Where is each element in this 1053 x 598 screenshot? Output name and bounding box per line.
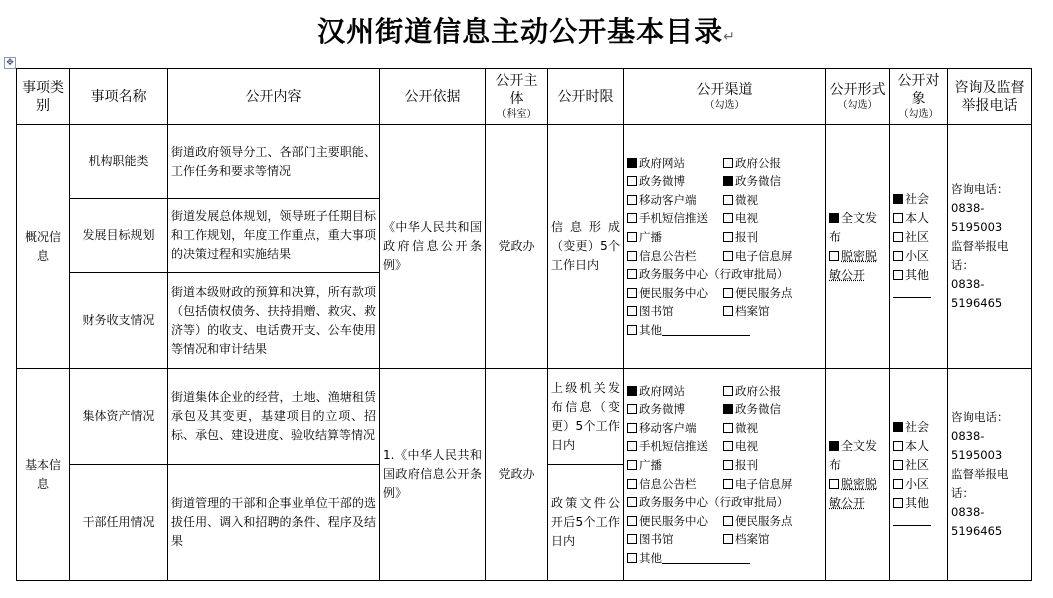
channel-checkbox[interactable]: [627, 497, 637, 507]
channel-label: 图书馆: [639, 532, 674, 547]
channel-label: 广播: [639, 229, 662, 244]
audience-label: 社区: [905, 457, 930, 472]
channel-option[interactable]: [723, 154, 819, 173]
channel-label: 政府网站: [639, 383, 685, 398]
header-subject-label: 公开主体: [495, 72, 538, 107]
audience-option[interactable]: [893, 494, 944, 513]
channel-checkbox[interactable]: [723, 251, 733, 261]
report-number: 0838-5196465: [951, 505, 1003, 538]
channel-label: 电子信息屏: [735, 476, 793, 491]
form-redacted-checkbox[interactable]: [829, 251, 839, 261]
audience-checkbox[interactable]: [893, 213, 903, 223]
channel-label: 便民服务点: [735, 513, 793, 528]
audience-checkbox[interactable]: [893, 422, 903, 432]
audience-checkbox[interactable]: [893, 498, 903, 508]
content-cell: 街道集体企业的经营，土地、渔塘租赁承包及其变更，基建项目的立项、招标、承包、建设进度、验收结算等情况: [168, 369, 380, 465]
channel-label: 电视: [735, 439, 758, 454]
audience-label: 其他: [905, 495, 930, 510]
channel-option[interactable]: [723, 228, 819, 247]
channel-option[interactable]: [627, 284, 723, 303]
audience-other-blank[interactable]: [893, 513, 931, 526]
audience-label: 小区: [905, 476, 930, 491]
content-cell: 街道政府领导分工、各部门主要职能、工作任务和要求等情况: [168, 125, 380, 199]
channel-label: 便民服务中心: [639, 285, 708, 300]
channel-option[interactable]: [627, 323, 750, 337]
channel-label: 其他: [639, 550, 662, 565]
channel-label: 电视: [735, 211, 758, 226]
channel-option[interactable]: [627, 228, 723, 247]
table-row: [17, 369, 1032, 465]
consult-label: 咨询电话：: [951, 182, 1009, 196]
channel-option[interactable]: [627, 530, 723, 549]
channel-checkbox[interactable]: [627, 288, 637, 298]
audience-label: 社区: [905, 229, 930, 244]
channel-checkbox[interactable]: [627, 553, 637, 563]
audience-checkbox[interactable]: [893, 460, 903, 470]
channel-checkbox[interactable]: [627, 251, 637, 261]
page-title: [0, 10, 1053, 50]
channel-label: 便民服务中心: [639, 513, 708, 528]
channel-checkbox[interactable]: [723, 288, 733, 298]
channel-checkbox[interactable]: [627, 460, 637, 470]
channel-option[interactable]: [723, 530, 819, 549]
table-row: [17, 125, 1032, 199]
channel-label: 图书馆: [639, 304, 674, 319]
channels-cell: [624, 125, 826, 369]
channel-label: 政务服务中心（行政审批局）: [639, 495, 789, 510]
form-option-redacted[interactable]: 脱密脱敏公开: [829, 248, 878, 282]
header-audience-note: （勾选）: [898, 108, 939, 120]
audience-option[interactable]: [893, 266, 944, 285]
time-limit-cell: 上级机关发布信息（变更）5个工作日内: [548, 369, 624, 465]
consult-number: 0838-5195003: [951, 201, 1003, 234]
channel-option[interactable]: [723, 382, 819, 401]
audience-label: 社会: [905, 191, 930, 206]
report-label: 监督举报电话：: [951, 239, 1009, 272]
channel-option[interactable]: [723, 302, 819, 321]
channel-label: 政务微信: [735, 402, 781, 417]
audience-label: 本人: [905, 438, 930, 453]
header-time-limit: 公开时限: [548, 69, 624, 125]
item-name-cell: 集体资产情况: [70, 369, 168, 465]
channel-line: [627, 284, 822, 303]
channel-checkbox[interactable]: [627, 195, 637, 205]
channel-label: 政府公报: [735, 155, 781, 170]
audience-checkbox[interactable]: [893, 270, 903, 280]
channel-option[interactable]: [627, 154, 723, 173]
header-channels-label: 公开渠道: [696, 81, 753, 98]
channel-checkbox[interactable]: [723, 213, 733, 223]
channel-option[interactable]: [627, 267, 789, 281]
header-basis: 公开依据: [380, 69, 486, 125]
channel-line: [627, 302, 822, 321]
channel-label: 手机短信推送: [639, 211, 708, 226]
channel-option[interactable]: [627, 172, 723, 191]
form-full-checkbox[interactable]: [829, 441, 839, 451]
header-channels-note: （勾选）: [704, 99, 745, 111]
channel-option[interactable]: [627, 475, 723, 494]
channel-checkbox[interactable]: [627, 306, 637, 316]
channel-label: 手机短信推送: [639, 439, 708, 454]
audience-label: 本人: [905, 210, 930, 225]
channel-list: [627, 154, 822, 340]
header-phone: 咨询及监督举报电话: [948, 69, 1032, 125]
header-form-label: 公开形式: [829, 81, 886, 98]
consult-label: 咨询电话：: [951, 410, 1009, 424]
channel-checkbox[interactable]: [627, 386, 637, 396]
channel-option[interactable]: [723, 512, 819, 531]
channel-option[interactable]: [627, 382, 723, 401]
channel-line: [627, 228, 822, 247]
audience-cell: [890, 369, 948, 581]
channel-checkbox[interactable]: [723, 306, 733, 316]
channel-checkbox[interactable]: [627, 158, 637, 168]
channel-label: 政务微博: [639, 174, 685, 189]
channel-checkbox[interactable]: [627, 441, 637, 451]
consult-number: 0838-5195003: [951, 429, 1003, 462]
channel-option[interactable]: [723, 456, 819, 475]
channel-checkbox[interactable]: [627, 325, 637, 335]
basis-cell: 1.《中华人民共和国政府信息公开条例》: [380, 369, 486, 581]
item-name-cell: 机构职能类: [70, 125, 168, 199]
channel-label: 政务微信: [735, 174, 781, 189]
form-option-full-text[interactable]: 全文发布: [829, 438, 878, 472]
channel-option[interactable]: [627, 512, 723, 531]
channel-checkbox[interactable]: [723, 404, 733, 414]
channel-line: [627, 493, 822, 512]
channel-line: [627, 382, 822, 401]
title-text: 汉州街道信息主动公开基本目录: [317, 15, 724, 48]
audience-option[interactable]: [893, 437, 944, 456]
channel-checkbox[interactable]: [627, 423, 637, 433]
channel-checkbox[interactable]: [723, 232, 733, 242]
audience-option[interactable]: [893, 209, 944, 228]
audience-cell: [890, 125, 948, 369]
channel-label: 政务服务中心（行政审批局）: [639, 267, 789, 282]
channel-line: [627, 191, 822, 210]
time-limit-cell: 信息形成（变更）5个工作日内: [548, 125, 624, 369]
header-category: 事项类别: [17, 69, 70, 125]
audience-list: [893, 190, 944, 304]
table-move-handle-icon[interactable]: ✥: [4, 57, 16, 69]
subject-cell: 党政办: [486, 369, 548, 581]
form-cell: [826, 125, 890, 369]
content-cell: 街道管理的干部和企事业单位干部的选拔任用、调入和招聘的条件、程序及结果: [168, 465, 380, 581]
channel-label: 报刊: [735, 457, 758, 472]
header-form-note: （勾选）: [837, 99, 878, 111]
channel-label: 档案馆: [735, 304, 770, 319]
audience-label: 社会: [905, 419, 930, 434]
channel-checkbox[interactable]: [627, 176, 637, 186]
channel-line: [627, 400, 822, 419]
channel-checkbox[interactable]: [723, 460, 733, 470]
basis-cell: 《中华人民共和国政府信息公开条例》: [380, 125, 486, 369]
channel-label: 电子信息屏: [735, 248, 793, 263]
channel-label: 档案馆: [735, 532, 770, 547]
header-row: [17, 69, 1032, 125]
channel-label: 报刊: [735, 229, 758, 244]
form-option-redacted[interactable]: 脱密脱敏公开: [829, 476, 878, 510]
channel-checkbox[interactable]: [627, 232, 637, 242]
channel-line: [627, 247, 822, 266]
item-name-cell: 干部任用情况: [70, 465, 168, 581]
channel-label: 政府网站: [639, 155, 685, 170]
form-cell: [826, 369, 890, 581]
channel-option[interactable]: [723, 475, 819, 494]
channel-line: [627, 530, 822, 549]
header-content: 公开内容: [168, 69, 380, 125]
subject-cell: 党政办: [486, 125, 548, 369]
channel-line: [627, 475, 822, 494]
channel-checkbox[interactable]: [723, 195, 733, 205]
channel-other-blank[interactable]: [662, 551, 750, 564]
channel-label: 信息公告栏: [639, 248, 697, 263]
channel-checkbox[interactable]: [627, 534, 637, 544]
channel-option[interactable]: [723, 400, 819, 419]
channel-option[interactable]: [723, 247, 819, 266]
header-audience: [890, 69, 948, 125]
channel-checkbox[interactable]: [723, 534, 733, 544]
audience-option[interactable]: [893, 456, 944, 475]
audience-option[interactable]: [893, 190, 944, 209]
channel-option[interactable]: [627, 400, 723, 419]
channel-checkbox[interactable]: [723, 176, 733, 186]
channel-label: 便民服务点: [735, 285, 793, 300]
header-subject: [486, 69, 548, 125]
channel-checkbox[interactable]: [627, 404, 637, 414]
channel-label: 广播: [639, 457, 662, 472]
channel-option[interactable]: [627, 437, 723, 456]
channel-option[interactable]: [723, 172, 819, 191]
header-item-name: 事项名称: [70, 69, 168, 125]
audience-label: 其他: [905, 267, 930, 282]
audience-checkbox[interactable]: [893, 441, 903, 451]
channel-list: [627, 382, 822, 568]
phone-cell: [948, 369, 1032, 581]
catalog-table: [16, 68, 1032, 581]
audience-checkbox[interactable]: [893, 232, 903, 242]
channel-option[interactable]: [627, 551, 750, 565]
content-cell: 街道发展总体规划，领导班子任期目标和工作规划，年度工作重点，重大事项的决策过程和实施结果: [168, 199, 380, 273]
channel-line: [627, 321, 822, 340]
channel-checkbox[interactable]: [627, 213, 637, 223]
audience-checkbox[interactable]: [893, 194, 903, 204]
channel-checkbox[interactable]: [723, 423, 733, 433]
time-limit-cell: 政策文件公开后5个工作日内: [548, 465, 624, 581]
content-cell: 街道本级财政的预算和决算，所有款项（包括债权债务、扶持捐赠、救灾、救济等）的收支、电话费开支、公车使用等情况和审计结果: [168, 273, 380, 369]
report-number: 0838-5196465: [951, 277, 1003, 310]
channel-line: [627, 172, 822, 191]
paragraph-mark-icon: ↵: [723, 29, 736, 45]
channel-checkbox[interactable]: [723, 441, 733, 451]
audience-label: 小区: [905, 248, 930, 263]
channel-checkbox[interactable]: [627, 479, 637, 489]
form-option-full-text[interactable]: 全文发布: [829, 210, 878, 244]
channel-checkbox[interactable]: [627, 516, 637, 526]
channel-label: 政务微博: [639, 402, 685, 417]
audience-checkbox[interactable]: [893, 479, 903, 489]
channel-line: [627, 456, 822, 475]
channel-option[interactable]: [723, 209, 819, 228]
channel-label: 微视: [735, 192, 758, 207]
channel-option[interactable]: [723, 419, 819, 438]
audience-option[interactable]: [893, 475, 944, 494]
channel-label: 其他: [639, 322, 662, 337]
channel-line: [627, 265, 822, 284]
audience-option[interactable]: [893, 418, 944, 437]
item-name-cell: 财务收支情况: [70, 273, 168, 369]
channel-checkbox[interactable]: [723, 158, 733, 168]
channel-checkbox[interactable]: [723, 516, 733, 526]
item-name-cell: 发展目标规划: [70, 199, 168, 273]
channel-line: [627, 549, 822, 568]
audience-list: [893, 418, 944, 532]
channel-line: [627, 512, 822, 531]
channel-line: [627, 154, 822, 173]
audience-option[interactable]: [893, 247, 944, 266]
channel-line: [627, 209, 822, 228]
form-full-checkbox[interactable]: [829, 213, 839, 223]
channel-option[interactable]: [627, 302, 723, 321]
phone-cell: [948, 125, 1032, 369]
category-cell: 概况信息: [17, 125, 70, 369]
channel-line: [627, 437, 822, 456]
channel-option[interactable]: [627, 247, 723, 266]
report-label: 监督举报电话：: [951, 467, 1009, 500]
channel-label: 信息公告栏: [639, 476, 697, 491]
channel-label: 政府公报: [735, 383, 781, 398]
channel-label: 微视: [735, 420, 758, 435]
form-redacted-checkbox[interactable]: [829, 479, 839, 489]
channel-option[interactable]: [723, 191, 819, 210]
channel-other-blank[interactable]: [662, 323, 750, 336]
channel-option[interactable]: [627, 456, 723, 475]
channel-line: [627, 419, 822, 438]
channel-label: 移动客户端: [639, 192, 697, 207]
category-cell: 基本信息: [17, 369, 70, 581]
channel-option[interactable]: [627, 209, 723, 228]
channel-option[interactable]: [627, 191, 723, 210]
audience-other-blank[interactable]: [893, 285, 931, 298]
channel-checkbox[interactable]: [723, 386, 733, 396]
header-form: [826, 69, 890, 125]
channel-option[interactable]: [627, 419, 723, 438]
audience-option[interactable]: [893, 228, 944, 247]
channel-checkbox[interactable]: [723, 479, 733, 489]
audience-checkbox[interactable]: [893, 251, 903, 261]
channel-option[interactable]: [723, 437, 819, 456]
channel-label: 移动客户端: [639, 420, 697, 435]
header-channels: [624, 69, 826, 125]
header-subject-note: （科室）: [496, 108, 537, 120]
header-audience-label: 公开对象: [897, 72, 940, 107]
channels-cell: [624, 369, 826, 581]
channel-checkbox[interactable]: [627, 269, 637, 279]
channel-option[interactable]: [627, 495, 789, 509]
channel-option[interactable]: [723, 284, 819, 303]
